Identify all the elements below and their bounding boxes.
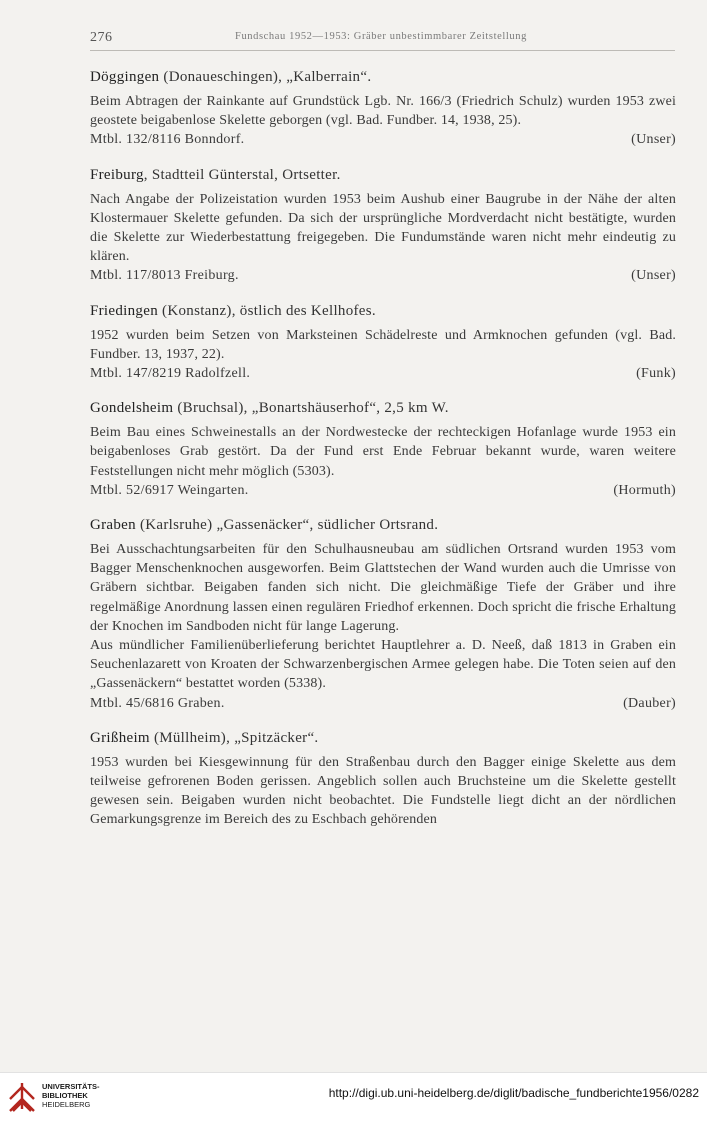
library-name-line3: HEIDELBERG: [42, 1100, 91, 1109]
running-header: [90, 30, 675, 51]
entry-heading: [90, 166, 676, 185]
entry-map-reference: [90, 481, 676, 500]
entry-map-reference: [90, 694, 676, 713]
entry: [90, 68, 676, 150]
entry-author: (Unser): [631, 268, 676, 284]
entry-place-name: Grißheim: [90, 729, 150, 746]
entry-location-detail: (Donaueschingen), „Kalberrain“.: [159, 69, 372, 85]
entry-map-reference: [90, 364, 676, 383]
entry-location-detail: (Bruchsal), „Bonartshäuserhof“, 2,5 km W.: [173, 400, 449, 417]
entry-location-detail: (Karlsruhe) „Gassenäcker“, südlicher Ortsrand.: [135, 517, 439, 534]
entry-map-reference: [90, 266, 676, 285]
entry: [90, 302, 676, 384]
library-name-line2: BIBLIOTHEK: [42, 1091, 88, 1100]
entry-map-reference: [90, 130, 676, 149]
library-name: [42, 1082, 100, 1109]
entry-location-detail: , Stadtteil Günterstal, Ortsetter.: [143, 166, 341, 183]
entry-location-detail: (Müllheim), „Spitzäcker“.: [149, 729, 319, 746]
entry-author: (Dauber): [623, 695, 676, 711]
map-sheet-label: Mtbl. 52/6917 Weingarten.: [90, 482, 249, 498]
entry-paragraph: Bei Ausschachtungsarbeiten für den Schulhausneubau am südlichen Ortsrand wurden 1953 vom Bagger Menschenknochen ausgeworfen. Beim Glattstechen der Wand wurden auch die Umrisse von Gräbern sichtbar. Beigaben fanden sich nicht. Die gleichmäßige Tiefe der Gräber und ihre regelmäßige Anordnung lassen einen regulären Friedhof erkennen. Doch spricht die frische Erhaltung der Knochen im Sandboden nicht für lange Lagerung.: [90, 542, 676, 634]
entry-heading: [90, 516, 676, 535]
entry-paragraph: Beim Bau eines Schweinestalls an der Nordwestecke der rechteckigen Hofanlage wurde 1953 ein beigabenloses Grab gestört. Da der Fund erst Ende Februar bekannt wurde, waren weitere Feststellungen nicht mehr möglich (5303).: [90, 425, 676, 479]
map-sheet-label: Mtbl. 117/8013 Freiburg.: [90, 268, 239, 284]
entry-author: (Hormuth): [613, 482, 676, 498]
running-title: Fundschau 1952—1953: Gräber unbestimmbarer Zeitstellung: [235, 31, 527, 42]
entry-place-name: Friedingen: [90, 302, 158, 319]
page-body: [90, 68, 676, 830]
entry-place-name: Freiburg: [90, 166, 144, 183]
entry-place-name: Graben: [90, 517, 136, 534]
entry-place-name: Gondelsheim: [90, 400, 174, 417]
entry-heading: [90, 68, 676, 87]
entry-heading: [90, 729, 676, 748]
page-number: 276: [90, 30, 113, 45]
map-sheet-label: Mtbl. 132/8116 Bonndorf.: [90, 132, 245, 148]
entry-heading: [90, 399, 676, 418]
entry-heading: [90, 302, 676, 321]
entry-location-detail: (Konstanz), östlich des Kellhofes.: [158, 302, 376, 319]
entry-paragraph: 1952 wurden beim Setzen von Marksteinen Schädelreste und Armknochen gefunden (vgl. Bad. Fundber. 13, 1937, 22).: [90, 327, 676, 362]
map-sheet-label: Mtbl. 147/8219 Radolfzell.: [90, 366, 251, 382]
library-logo-icon: [8, 1081, 36, 1113]
map-sheet-label: Mtbl. 45/6816 Graben.: [90, 695, 225, 711]
entry-paragraph: Beim Abtragen der Rainkante auf Grundstück Lgb. Nr. 166/3 (Friedrich Schulz) wurden 1953 zwei geostete beigabenlose Skelette geborgen (vgl. Bad. Fundber. 14, 1938, 25).: [90, 94, 676, 129]
source-url-link[interactable]: http://digi.ub.uni-heidelberg.de/diglit/badische_fundberichte1956/0282: [328, 1086, 699, 1100]
library-name-line1: UNIVERSITÄTS-: [42, 1082, 100, 1091]
entry-place-name: Döggingen: [90, 69, 160, 85]
entry-paragraph: Nach Angabe der Polizeistation wurden 1953 beim Aushub einer Baugrube in der Nähe der alten Klostermauer Skelette gefunden. Da sich der ursprüngliche Mordverdacht nicht bestätigte, wurden die Skelette zur Wiederbestattung freigegeben. Die Fundumstände waren nicht mehr eindeutig zu klären.: [90, 191, 676, 265]
entry: [90, 516, 676, 713]
entry-author: (Funk): [636, 366, 676, 382]
entry: [90, 399, 676, 500]
footer-bar: [0, 1072, 707, 1122]
entry-author: (Unser): [631, 132, 676, 148]
entry: [90, 729, 676, 830]
entry-paragraph: Aus mündlicher Familienüberlieferung berichtet Hauptlehrer a. D. Neeß, daß 1813 in Graben ein Seuchenlazarett von Kroaten der Schwarzenbergischen Armee gelegen habe. Die Toten seien auf den „Gassenäckern“ bestattet worden (5338).: [90, 638, 676, 692]
entry: [90, 166, 676, 286]
entry-paragraph: 1953 wurden bei Kiesgewinnung für den Straßenbau durch den Bagger einige Skelette aus dem teilweise gefrorenen Boden gerissen. Angeblich sollen auch Bruchsteine um die Skelette gestellt gewesen sein. Beigaben wurden nicht beobachtet. Die Fundstelle liegt dicht an der nördlichen Gemarkungsgrenze im Bereich des zu Eschbach gehörenden: [90, 754, 676, 828]
